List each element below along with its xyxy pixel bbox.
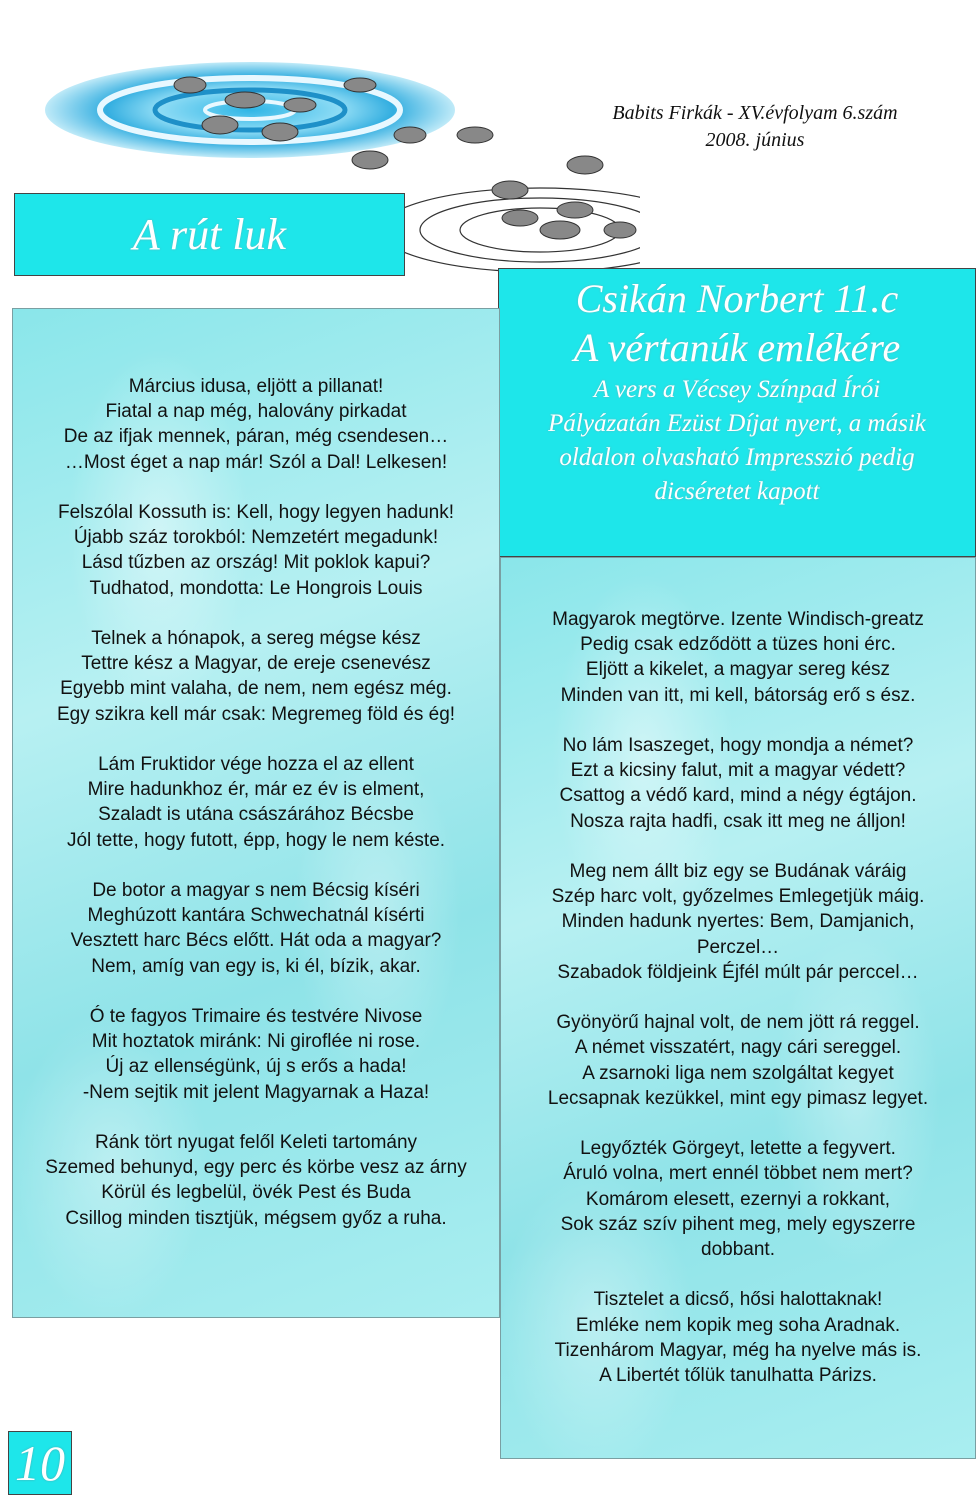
poem-line: Tisztelet a dicső, hősi halottaknak! — [593, 1289, 883, 1311]
poem-line: Vesztett harc Bécs előtt. Hát oda a magyar? — [70, 930, 442, 952]
poem-line: Ezt a kicsiny falut, mit a magyar védett? — [570, 760, 906, 782]
poem-line: De az ifjak mennek, páran, még csendesen… — [63, 426, 449, 448]
poem-line: A német visszatért, nagy cári sereggel. — [574, 1037, 902, 1059]
left-poem-panel — [12, 308, 500, 1318]
issue-info: Babits Firkák - XV.évfolyam 6.szám — [612, 102, 898, 124]
poem-line: Mit hoztatok miránk: Ni giroflée ni rose. — [91, 1031, 421, 1053]
poem-line: Eljött a kikelet, a magyar sereg kész — [585, 659, 891, 681]
poem-line: Fiatal a nap még, halovány pirkadat — [105, 401, 407, 423]
poem-line: Jól tette, hogy futott, épp, hogy le nem késte. — [66, 829, 446, 851]
poem-line: Szaladt is utána császárához Bécsbe — [98, 804, 414, 826]
award-line: Pályázatán Ezüst Díjat nyert, a másik — [548, 410, 926, 437]
poem-line: De botor a magyar s nem Bécsig kíséri — [92, 880, 420, 901]
poem-line: Legyőzték Görgeyt, letette a fegyvert. — [580, 1138, 896, 1160]
poem-line: Csattog a védő kard, mind a négy égtájon. — [559, 785, 917, 807]
poem-line: Körül és legbelül, övék Pest és Buda — [101, 1182, 411, 1204]
stanza — [501, 1136, 975, 1262]
award-line: dicséretet kapott — [654, 478, 820, 505]
issue-date: 2008. június — [705, 129, 805, 151]
poem-line: -Nem sejtik mit jelent Magyarnak a Haza! — [82, 1081, 430, 1103]
poem-line: …Most éget a nap már! Szól a Dal! Lelkesen! — [64, 451, 448, 473]
poem-line: A zsarnoki liga nem szolgáltat kegyet — [582, 1062, 894, 1084]
poem-line: Mire hadunkhoz ér, már ez év is elment, — [87, 779, 425, 801]
poem-line: Tettre kész a Magyar, de ereje csenevész — [81, 653, 431, 675]
stanza — [13, 626, 499, 727]
poem-line: Minden van itt, mi kell, bátorság erő s ész. — [560, 684, 916, 706]
page-number: 10 — [15, 1435, 65, 1491]
poem-line: Újabb száz torokból: Nemzetért megadunk! — [73, 527, 439, 549]
poem-line: A Libertét tőlük tanulhatta Párizs. — [599, 1365, 877, 1387]
poem-line: Csillog minden tisztjük, mégsem győz a ruha. — [65, 1207, 447, 1229]
poem-title: A vértanúk emlékére — [573, 325, 901, 370]
poem-line: Emléke nem kopik meg soha Aradnak. — [575, 1314, 901, 1336]
poem-line: Szemed behunyd, egy perc és körbe vesz az árny — [45, 1157, 467, 1179]
poem-line: Telnek a hónapok, a sereg mégse kész — [91, 628, 421, 649]
stanza — [501, 733, 975, 834]
poem-line: dobbant. — [701, 1239, 775, 1261]
stanza — [501, 1010, 975, 1111]
poem-line: Március idusa, eljött a pillanat! — [128, 376, 384, 397]
poem-line: Minden hadunk nyertes: Bem, Damjanich, — [561, 911, 915, 933]
author-box — [498, 268, 976, 557]
left-poem — [13, 374, 499, 1256]
poem-line: Tudhatod, mondotta: Le Hongrois Louis — [89, 577, 423, 599]
poem-line: Perczel… — [696, 936, 780, 958]
poem-line: Pedig csak edződött a tüzes honi érc. — [580, 634, 896, 656]
poem-line: Ó te fagyos Trimaire és testvére Nivose — [89, 1006, 423, 1027]
stanza — [13, 500, 499, 601]
poem-line: Új az ellenségünk, új s erős a hada! — [105, 1056, 407, 1078]
award-line: A vers a Vécsey Színpad Írói — [593, 376, 881, 403]
poem-line: Komárom elesett, ezernyi a rokkant, — [585, 1188, 891, 1210]
stanza — [13, 752, 499, 853]
right-poem-panel — [500, 557, 976, 1459]
poem-line: Meghúzott kantára Schwechatnál kísérti — [87, 905, 425, 927]
award-note — [499, 373, 975, 509]
poem-line: Lásd tűzben az ország! Mit poklok kapui? — [81, 552, 431, 574]
poem-line: Nosza rajta hadfi, csak itt meg ne álljon! — [570, 810, 906, 832]
stanza — [501, 607, 975, 708]
poem-line: Meg nem állt biz egy se Budának váráig — [569, 861, 907, 882]
poem-line: Tizenhárom Magyar, még ha nyelve más is. — [554, 1339, 922, 1361]
poem-line: Szabadok földjeink Éjfél múlt pár perccel… — [557, 961, 919, 983]
poem-line: Egyebb mint valaha, de nem, nem egész még. — [60, 678, 452, 700]
poem-line: Gyönyörű hajnal volt, de nem jött rá reggel. — [556, 1012, 920, 1034]
issue-masthead — [560, 100, 950, 154]
award-line: oldalon olvasható Impresszió pedig — [559, 444, 915, 471]
poem-line: Nem, amíg van egy is, ki él, bízik, akar. — [91, 955, 421, 977]
page-number-box — [8, 1431, 72, 1495]
section-title-box — [14, 193, 405, 276]
poem-line: Felszólal Kossuth is: Kell, hogy legyen hadunk! — [57, 502, 455, 523]
stanza — [13, 878, 499, 979]
poem-line: Lecsapnak kezükkel, mint egy pimasz legyet. — [547, 1087, 929, 1109]
poem-line: Szép harc volt, győzelmes Emlegetjük máig. — [551, 886, 925, 908]
poem-line: Áruló volna, mert ennél többet nem mert? — [563, 1163, 913, 1185]
stanza — [13, 374, 499, 475]
stanza — [13, 1130, 499, 1231]
poem-line: Ránk tört nyugat felől Keleti tartomány — [94, 1132, 418, 1153]
poem-line: No lám Isaszeget, hogy mondja a német? — [562, 735, 914, 756]
poem-line: Egy szikra kell már csak: Megremeg föld és ég! — [56, 703, 456, 725]
stanza — [501, 859, 975, 985]
poem-line: Sok száz szív pihent meg, mely egyszerre — [560, 1213, 916, 1235]
right-poem — [501, 607, 975, 1413]
grey-spiral — [380, 188, 640, 272]
stanza — [501, 1287, 975, 1388]
poem-line: Lám Fruktidor vége hozza el az ellent — [98, 754, 414, 775]
poem-line: Magyarok megtörve. Izente Windisch-greatz — [552, 609, 924, 630]
author-name: Csikán Norbert 11.c — [575, 276, 899, 321]
stanza — [13, 1004, 499, 1105]
section-title: A rút luk — [132, 210, 287, 259]
